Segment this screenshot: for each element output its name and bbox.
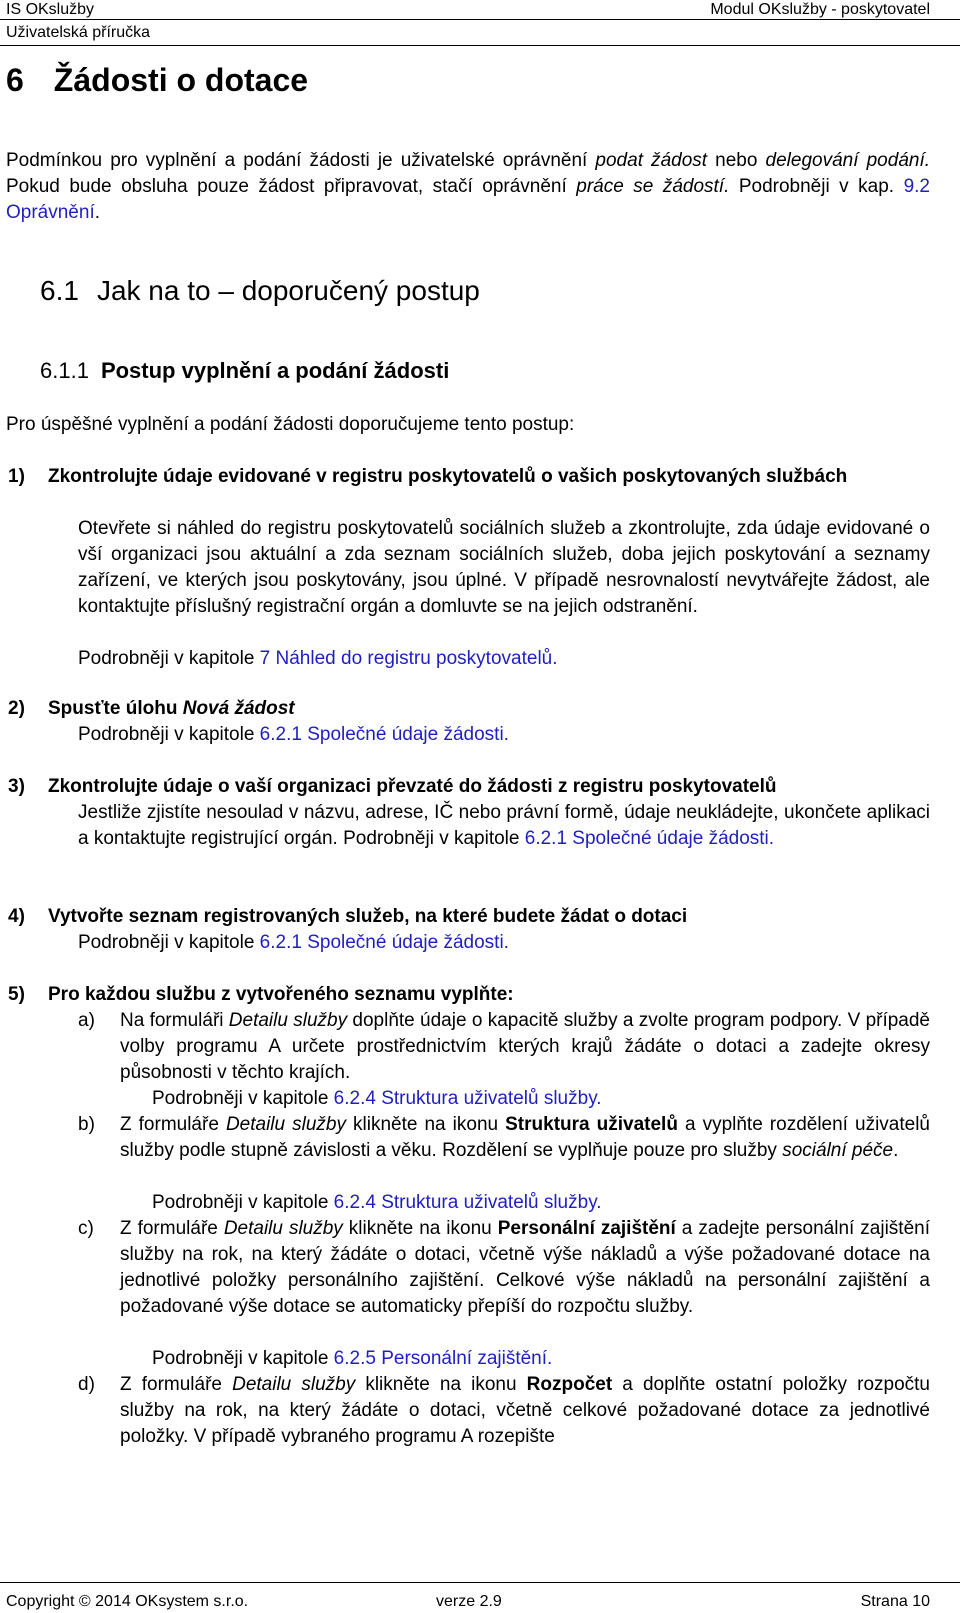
subsection-heading — [40, 356, 449, 386]
step-number: 2) — [8, 698, 25, 719]
chapter-heading — [6, 58, 308, 102]
step-number: 1) — [8, 466, 25, 487]
substep-c-body — [120, 1216, 930, 1320]
form-name: Detailu služby — [228, 1010, 348, 1031]
intro-text: . — [94, 202, 101, 223]
step-number: 3) — [8, 776, 25, 797]
footer-page-number: Strana 10 — [860, 1593, 930, 1610]
header-doc-subtitle: Uživatelská příručka — [6, 24, 151, 41]
substep-marker: a) — [78, 1010, 95, 1031]
lead-text: Pro úspěšné vyplnění a podání žádosti doporučujeme tento postup: — [6, 414, 575, 435]
intro-text: Podmínkou pro vyplnění a podání žádosti je uživatelské oprávnění — [6, 150, 596, 171]
substep-text: . — [893, 1140, 899, 1161]
subsection-number: 6.1.1 — [40, 358, 89, 383]
reference-link[interactable]: 7 Náhled do registru poskytovatelů. — [259, 648, 558, 669]
substep-text: a doplňte ostatní položky rozpočtu služby na rok, na který žádáte o dotaci, včetně celkové požadované dotace za jednotlivé položky. V případě vybraného programu A rozepište — [120, 1374, 930, 1447]
substep-marker: d) — [78, 1374, 95, 1395]
step-2-reference — [78, 722, 509, 748]
form-name: Detailu služby — [232, 1374, 356, 1395]
substep-text: Z formuláře — [120, 1218, 224, 1239]
substep-text: doplňte údaje o kapacitě služby a zvolte program podpory. V případě volby programu A určete prostřednictvím kterých krajů žádáte o dotaci a zadejte okresy působnosti v těchto krajích. — [120, 1010, 931, 1083]
step-1-title: Zkontrolujte údaje evidované v registru poskytovatelů o vašich poskytovaných službách — [48, 466, 848, 487]
intro-link[interactable]: 9.2 Oprávnění — [6, 176, 930, 223]
step-number: 4) — [8, 906, 25, 927]
step-4-title: Vytvořte seznam registrovaných služeb, na které budete žádat o dotaci — [48, 906, 688, 927]
reference-link[interactable]: 6.2.1 Společné údaje žádosti. — [259, 932, 509, 953]
substep-d-body — [120, 1372, 930, 1450]
reference-text: Podrobněji v kapitole — [152, 1192, 334, 1213]
intro-text: Pokud bude obsluha pouze žádost připravovat, stačí oprávnění — [6, 176, 577, 197]
substep-b-reference — [152, 1190, 602, 1216]
reference-text: Podrobněji v kapitole — [152, 1088, 334, 1109]
step-5-title: Pro každou službu z vytvořeného seznamu vyplňte: — [48, 984, 514, 1005]
step-2-title — [48, 696, 295, 722]
step-2-task-name: Nová žádost — [182, 698, 295, 719]
form-name: Detailu služby — [223, 1218, 343, 1239]
header-divider — [0, 19, 960, 20]
reference-link[interactable]: 6.2.4 Struktura uživatelů služby. — [333, 1192, 602, 1213]
substep-marker: b) — [78, 1114, 95, 1135]
intro-text: nebo — [707, 150, 766, 171]
reference-text: Podrobněji v kapitole — [78, 724, 260, 745]
footer-version: verze 2.9 — [436, 1593, 502, 1610]
header-bottom-rule — [0, 45, 960, 46]
chapter-title: Žádosti o dotace — [53, 62, 309, 98]
step-1-body: Otevřete si náhled do registru poskytovatelů sociálních služeb a zkontrolujte, zda údaje evidované o vší organizaci jsou aktuální a zda seznam sociálních služeb, doba jejich poskytování a seznamy zařízení, ve kterých jsou poskytovány, jsou úplné. V případě nesrovnalostí nevytvářejte žádost, ale kontaktujte příslušný registrační orgán a domluvte se na jejich odstranění. — [78, 518, 930, 617]
form-name: Detailu služby — [225, 1114, 346, 1135]
substep-text: Z formuláře — [120, 1374, 233, 1395]
substep-text: a zadejte personální zajištění služby na rok, na který žádáte o dotaci, včetně výše nákladů a výše požadované dotace na jednotlivé položky personálního zajištění. Celkové výše nákladů na personální zajištění a požadované výše dotace se automaticky přepíší do rozpočtu služby. — [120, 1218, 930, 1317]
icon-name: Struktura uživatelů — [505, 1114, 678, 1135]
step-3-title: Zkontrolujte údaje o vaší organizaci převzaté do žádosti z registru poskytovatelů — [48, 776, 777, 797]
service-type: sociální péče — [782, 1140, 894, 1161]
footer-copyright: Copyright © 2014 OKsystem s.r.o. — [6, 1593, 249, 1610]
substep-c-reference — [152, 1346, 552, 1372]
step-4-reference — [78, 930, 509, 956]
subsection-title: Postup vyplnění a podání žádosti — [100, 358, 450, 383]
reference-link[interactable]: 6.2.4 Struktura uživatelů služby. — [333, 1088, 602, 1109]
step-2-title-text: Spusťte úlohu — [48, 698, 183, 719]
footer-rule — [0, 1582, 960, 1583]
step-number: 5) — [8, 984, 25, 1005]
section-title: Jak na to – doporučený postup — [96, 275, 480, 306]
substep-text: klikněte na ikonu — [355, 1374, 527, 1395]
icon-name: Personální zajištění — [497, 1218, 676, 1239]
reference-link[interactable]: 6.2.1 Společné údaje žádosti. — [259, 724, 509, 745]
substep-text: a vyplňte rozdělení uživatelů služby podle stupně závislosti a věku. Rozdělení se vyplňuje pouze pro služby — [120, 1114, 930, 1161]
intro-paragraph — [6, 148, 930, 226]
substep-text: Na formuláři — [120, 1010, 229, 1031]
substep-b-body — [120, 1112, 930, 1164]
reference-link[interactable]: 6.2.1 Společné údaje žádosti. — [524, 828, 775, 849]
step-1-reference — [78, 646, 558, 672]
reference-link[interactable]: 6.2.5 Personální zajištění. — [333, 1348, 553, 1369]
section-heading — [40, 272, 480, 310]
substep-text: Z formuláře — [120, 1114, 226, 1135]
header-doc-title: IS OKslužby — [6, 1, 95, 18]
header-module-name: Modul OKslužby - poskytovatel — [710, 1, 930, 18]
substep-marker: c) — [78, 1218, 94, 1239]
chapter-number: 6 — [6, 62, 24, 98]
reference-text: Podrobněji v kapitole — [78, 932, 260, 953]
substep-text: klikněte na ikonu — [342, 1218, 498, 1239]
substep-a-reference — [152, 1086, 602, 1112]
step-3-body-text: Jestliže zjistíte nesoulad v názvu, adrese, IČ nebo právní formě, údaje neukládejte, ukončete aplikaci a kontaktujte registrující orgán. Podrobněji v kapitole — [78, 802, 930, 849]
step-3-body — [78, 800, 930, 852]
substep-text: klikněte na ikonu — [345, 1114, 506, 1135]
reference-text: Podrobněji v kapitole — [78, 648, 260, 669]
intro-permission: práce se žádostí. — [576, 176, 730, 197]
intro-permission: podat žádost — [595, 150, 708, 171]
substep-a-body — [120, 1008, 930, 1086]
intro-text: Podrobněji v kap. — [729, 176, 904, 197]
reference-text: Podrobněji v kapitole — [152, 1348, 334, 1369]
icon-name: Rozpočet — [526, 1374, 613, 1395]
intro-permission: delegování podání. — [765, 150, 931, 171]
section-number: 6.1 — [40, 275, 79, 306]
